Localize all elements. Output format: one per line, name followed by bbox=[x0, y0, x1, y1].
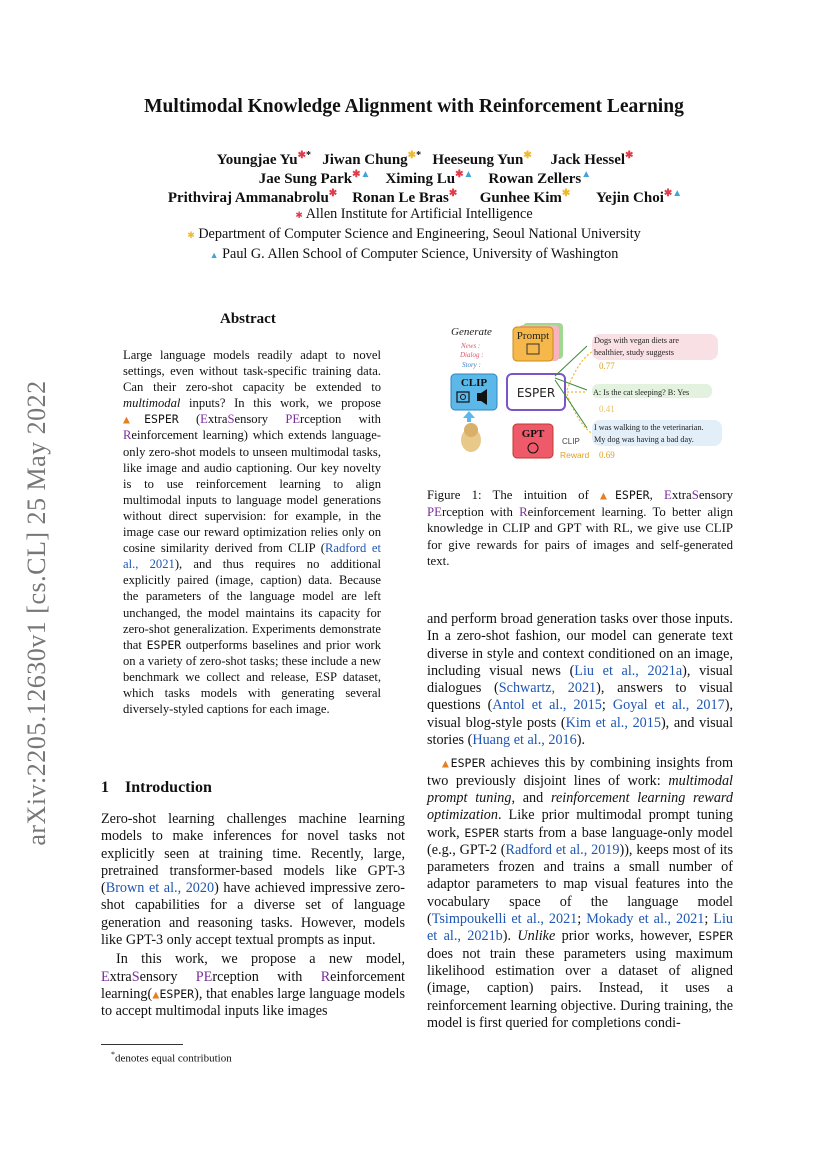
fig-gpt-label: GPT bbox=[521, 428, 545, 440]
citation-link[interactable]: Huang et al., 2016 bbox=[472, 732, 577, 749]
fig-news-label: News : bbox=[461, 342, 481, 350]
fig-output-3: I was walking to the veterinarian. My dog was having a bad day. bbox=[594, 423, 704, 444]
right-column-body: and perform broad generation tasks over those inputs. In a zero-shot fashion, our model can generate text diverse in style and context conditioned on an image, including visual news (Liu et al., 2021a), visual dialogues (Schwartz, 2021), answers to visual questions (Antol et al., 2015; Goyal et al., 2017), visual blog-style posts (Kim et al., 2015), and visual stories (Huang et al., 2016). ▲ESPER achieves this by combining insights from two previously disjoint lines of work: multimodal prompt tuning, and reinforcement learning reward optimization. Like prior multimodal prompt tuning work, ESPER starts from a base language-only model (e.g., GPT-2 (Radford et al., 2019)), keeps most of its parameters frozen and trains a small number of adaptor parameters to map visual features into the vocabulary space of the language model (Tsimpoukelli et al., 2021; Mokady et al., 2021; Liu et al., 2021b). Unlike prior works, however, ESPER does not train these parameters using maximum likelihood estimation over a dataset of aligned (image, caption) pairs. Instead, it uses a reinforcement learning objective. During training, the model is first queried for completions condi- bbox=[427, 611, 734, 1031]
author: Jiwan Chung bbox=[322, 152, 408, 168]
fig-reward-label: Reward bbox=[560, 450, 590, 460]
footnote-rule bbox=[101, 1044, 183, 1045]
fig-score-2: 0.41 bbox=[599, 404, 615, 414]
author: Prithviraj Ammanabrolu bbox=[167, 190, 329, 206]
author: Yejin Choi bbox=[595, 190, 664, 206]
intro-body: Zero-shot learning challenges machine learning models to make inferences for novel tasks not explicitly seen at training time. Recently, large, pretrained transformer-based models like GPT-3 (Brown et al., 2020) have achieved impressive zero-shot capabilities for a diverse set of language generation and reasoning tasks. However, models like GPT-3 only accept textual prompts as input. In this work, we propose a new model, ExtraSensory PErception with Reinforcement learning(▲ESPER), that enables large language models to accept multimodal inputs like images bbox=[101, 811, 405, 1020]
citation-link[interactable]: Liu et al., 2021b bbox=[427, 911, 733, 945]
affiliation-uw: ▲ Paul G. Allen School of Computer Science, University of Washington bbox=[209, 246, 619, 262]
affiliation-snu: ✱ Department of Computer Science and Engineering, Seoul National University bbox=[187, 226, 641, 242]
esper-logo-icon: ▲ bbox=[442, 756, 451, 771]
intro-heading: 1 Introduction bbox=[101, 779, 212, 796]
fig-output-2: A: Is the cat sleeping? B: Yes bbox=[593, 388, 690, 397]
footnote: *denotes equal contribution bbox=[111, 1050, 232, 1065]
citation-link[interactable]: Brown et al., 2020 bbox=[105, 880, 215, 897]
abstract-body: Large language models readily adapt to novel settings, even without task-specific training data. Can their zero-shot capacity be extended to multimodal inputs? In this work, we propose ▲ESPER (ExtraSensory PErception with Reinforcement learning) which extends language-only zero-shot models to unseen multimodal tasks, like image and audio captioning. Our key novelty is to use reinforcement learning to align multimodal inputs to language model generations without direct supervision: for example, in the image case our reward optimization relies only on cosine similarity derived from CLIP (Radford et al., 2021), and thus requires no additional explicitly paired (image, caption) data. Because the parameters of the language model are left unchanged, the model maintains its capacity for zero-shot generalization. Experiments demonstrate that ESPER outperforms baselines and prior work on a variety of zero-shot tasks; these include a new benchmark we collect and release, ESP dataset, which tasks models with generating several diversely-styled captions for each image. bbox=[123, 348, 381, 717]
figure-1-caption: Figure 1: The intuition of ▲ESPER, ExtraSensory PErception with Reinforcement learning. To better align knowledge in CLIP and GPT with RL, we give use CLIP for give rewards for pairs of images and self-generated text. bbox=[427, 488, 734, 569]
citation-link[interactable]: Tsimpoukelli et al., 2021 bbox=[431, 911, 578, 928]
fig-clip-label: CLIP bbox=[460, 377, 488, 389]
fig-generate-label: Generate bbox=[451, 326, 492, 338]
paper-title: Multimodal Knowledge Alignment with Reinforcement Learning bbox=[144, 96, 684, 117]
arxiv-identifier: arXiv:2205.12630v1 [cs.CL] 25 May 2022 bbox=[22, 379, 51, 846]
citation-link[interactable]: Schwartz, 2021 bbox=[498, 680, 597, 697]
fig-dialog-label: Dialog : bbox=[460, 351, 484, 359]
author: Jack Hessel bbox=[550, 152, 626, 168]
author-line-3: Prithviraj Ammanabrolu✱ Ronan Le Bras✱ Gunhee Kim✱ Yejin Choi✱▲ bbox=[167, 188, 683, 206]
esper-logo-icon: ▲ bbox=[152, 986, 160, 1001]
author: Ronan Le Bras bbox=[352, 190, 449, 206]
citation-link[interactable]: Goyal et al., 2017 bbox=[612, 697, 725, 714]
esper-logo-icon: ▲ bbox=[123, 412, 145, 427]
arxiv-sidebar bbox=[17, 355, 57, 870]
author: Ximing Lu bbox=[385, 171, 456, 187]
fig-branch-3 bbox=[567, 394, 593, 434]
affiliation-ai2: ✱ Allen Institute for Artificial Intelligence bbox=[295, 206, 533, 222]
citation-link[interactable]: Liu et al., 2021a bbox=[574, 662, 683, 679]
citation-link[interactable]: Antol et al., 2015 bbox=[492, 697, 602, 714]
author: Youngjae Yu bbox=[216, 152, 298, 168]
fig-score-1: 0.77 bbox=[599, 361, 615, 371]
citation-link[interactable]: Kim et al., 2015 bbox=[565, 714, 661, 731]
figure-1-diagram bbox=[447, 318, 727, 468]
author: Rowan Zellers bbox=[488, 171, 582, 187]
abstract-heading: Abstract bbox=[220, 311, 276, 327]
author: Heeseung Yun bbox=[432, 152, 524, 168]
fig-output-1: Dogs with vegan diets are healthier, study suggests bbox=[594, 336, 680, 357]
author: Gunhee Kim bbox=[479, 190, 562, 206]
esper-logo-icon: ▲ bbox=[600, 488, 615, 502]
citation-link[interactable]: Radford et al., 2019 bbox=[505, 841, 620, 858]
fig-esper-label: ESPER bbox=[516, 386, 556, 400]
fig-prompt-label: Prompt bbox=[516, 330, 550, 342]
fig-clip-small-label: CLIP bbox=[562, 437, 580, 446]
fig-story-label: Story : bbox=[462, 361, 481, 369]
author-line-1: Youngjae Yu✱* Jiwan Chung✱* Heeseung Yun✱ Jack Hessel✱ bbox=[216, 150, 634, 168]
fig-score-3: 0.69 bbox=[599, 450, 615, 460]
author-line-2: Jae Sung Park✱▲ Ximing Lu✱▲ Rowan Zellers▲ bbox=[258, 169, 592, 187]
author: Jae Sung Park bbox=[258, 171, 353, 187]
citation-link[interactable]: Radford et al., 2021 bbox=[123, 541, 381, 572]
citation-link[interactable]: Mokady et al., 2021 bbox=[586, 911, 705, 928]
